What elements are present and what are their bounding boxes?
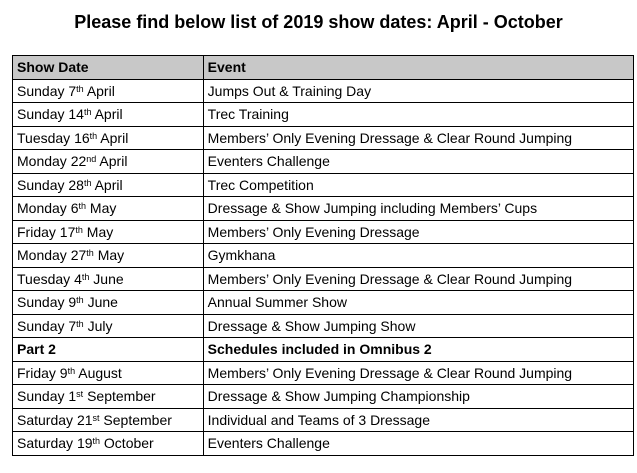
date-weekday: Sunday (17, 294, 65, 311)
show-date-cell (13, 385, 204, 409)
date-day: 21 (76, 411, 93, 428)
date-weekday: Tuesday (17, 129, 71, 146)
date-ordinal-suffix: nd (86, 154, 97, 165)
table-row (13, 385, 634, 409)
date-day: 6 (70, 200, 79, 217)
event-cell: Trec Training (203, 103, 633, 127)
table-row (13, 103, 634, 127)
show-date-cell (13, 79, 204, 103)
table-row (13, 244, 634, 268)
column-header-event: Event (203, 56, 633, 80)
date-day: 17 (59, 223, 76, 240)
date-ordinal-suffix: th (75, 224, 83, 235)
date-day: 9 (59, 364, 68, 381)
page-title: Please find below list of 2019 show dates: April - October (74, 12, 563, 32)
date-day: 7 (68, 82, 77, 99)
date-weekday: Tuesday (17, 270, 71, 287)
show-date-cell (13, 314, 204, 338)
show-date-cell (13, 103, 204, 127)
event-cell: Individual and Teams of 3 Dressage (203, 408, 633, 432)
date-day: 1 (68, 388, 77, 405)
date-ordinal-suffix: th (83, 177, 92, 188)
show-date-cell (13, 432, 204, 456)
event-cell: Dressage & Show Jumping Championship (203, 385, 633, 409)
date-month: April (94, 176, 123, 193)
date-month: October (103, 435, 154, 452)
event-cell: Members’ Only Evening Dressage & Clear Round Jumping (203, 361, 633, 385)
date-month: July (87, 317, 113, 334)
event-cell: Trec Competition (203, 173, 633, 197)
date-ordinal-suffix: th (67, 365, 76, 376)
date-month: June (87, 294, 118, 311)
date-ordinal-suffix: st (76, 389, 84, 400)
show-dates-table (12, 55, 634, 456)
show-date-cell (13, 220, 204, 244)
date-month: April (86, 82, 115, 99)
event-cell: Annual Summer Show (203, 291, 633, 315)
table-row (13, 314, 634, 338)
date-weekday: Saturday (17, 411, 74, 428)
event-cell: Eventers Challenge (203, 150, 633, 174)
date-weekday: Friday (17, 223, 56, 240)
date-day: 14 (68, 106, 84, 123)
show-date-cell (13, 338, 204, 362)
date-weekday: Sunday (17, 317, 65, 334)
show-date-cell (13, 244, 204, 268)
event-cell: Schedules included in Omnibus 2 (203, 338, 633, 362)
table-row (13, 197, 634, 221)
table-row (13, 338, 634, 362)
date-weekday: Sunday (17, 176, 65, 193)
date-month: May (97, 247, 125, 264)
date-month: September (103, 411, 172, 428)
event-cell: Jumps Out & Training Day (203, 79, 633, 103)
table-row (13, 126, 634, 150)
date-ordinal-suffix: th (76, 318, 84, 329)
event-cell: Dressage & Show Jumping including Members’ Cups (203, 197, 633, 221)
date-month: April (94, 106, 123, 123)
show-date-cell (13, 197, 204, 221)
show-date-cell (13, 267, 204, 291)
date-day: 4 (74, 270, 82, 287)
date-ordinal-suffix: th (76, 83, 84, 94)
date-ordinal-suffix: th (78, 201, 87, 212)
date-weekday: Sunday (17, 82, 65, 99)
table-row (13, 173, 634, 197)
date-month: April (100, 129, 129, 146)
date-weekday: Monday (17, 247, 67, 264)
date-month: May (86, 223, 114, 240)
date-ordinal-suffix: th (83, 107, 92, 118)
date-ordinal-suffix: th (92, 436, 101, 447)
date-weekday: Sunday (17, 106, 65, 123)
event-cell: Members’ Only Evening Dressage & Clear Round Jumping (203, 126, 633, 150)
table-row (13, 220, 634, 244)
date-month: September (87, 388, 156, 405)
table-row (13, 361, 634, 385)
event-cell: Dressage & Show Jumping Show (203, 314, 633, 338)
date-ordinal-suffix: th (89, 130, 98, 141)
table-row (13, 291, 634, 315)
show-date-cell (13, 361, 204, 385)
date-month: June (93, 270, 124, 287)
date-day: 16 (74, 129, 90, 146)
event-cell: Members’ Only Evening Dressage (203, 220, 633, 244)
date-ordinal-suffix: th (76, 295, 84, 306)
date-month: April (99, 153, 128, 170)
date-ordinal-suffix: th (81, 271, 90, 282)
event-cell: Gymkhana (203, 244, 633, 268)
table-row (13, 408, 634, 432)
show-date-cell (13, 126, 204, 150)
event-cell: Eventers Challenge (203, 432, 633, 456)
date-month: May (89, 200, 117, 217)
date-month: August (78, 364, 122, 381)
date-day: 22 (70, 153, 87, 170)
event-cell: Members’ Only Evening Dressage & Clear Round Jumping (203, 267, 633, 291)
show-date-cell (13, 291, 204, 315)
column-header-show-date: Show Date (13, 56, 204, 80)
date-day: 7 (68, 317, 77, 334)
date-day: 19 (76, 435, 93, 452)
table-row (13, 267, 634, 291)
date-ordinal-suffix: st (92, 412, 100, 423)
show-date-cell (13, 173, 204, 197)
show-date-cell (13, 150, 204, 174)
date-weekday: Monday (17, 153, 67, 170)
date-weekday: Friday (17, 364, 56, 381)
date-day: 27 (70, 247, 87, 264)
table-row (13, 150, 634, 174)
table-body (13, 79, 634, 455)
show-date-cell (13, 408, 204, 432)
date-day: 9 (68, 294, 77, 311)
date-ordinal-suffix: th (86, 248, 94, 259)
table-row (13, 79, 634, 103)
date-weekday: Part 2 (17, 341, 56, 358)
date-weekday: Saturday (17, 435, 74, 452)
date-weekday: Monday (17, 200, 67, 217)
date-day: 28 (68, 176, 84, 193)
table-header-row (13, 56, 634, 80)
table-row (13, 432, 634, 456)
date-weekday: Sunday (17, 388, 65, 405)
